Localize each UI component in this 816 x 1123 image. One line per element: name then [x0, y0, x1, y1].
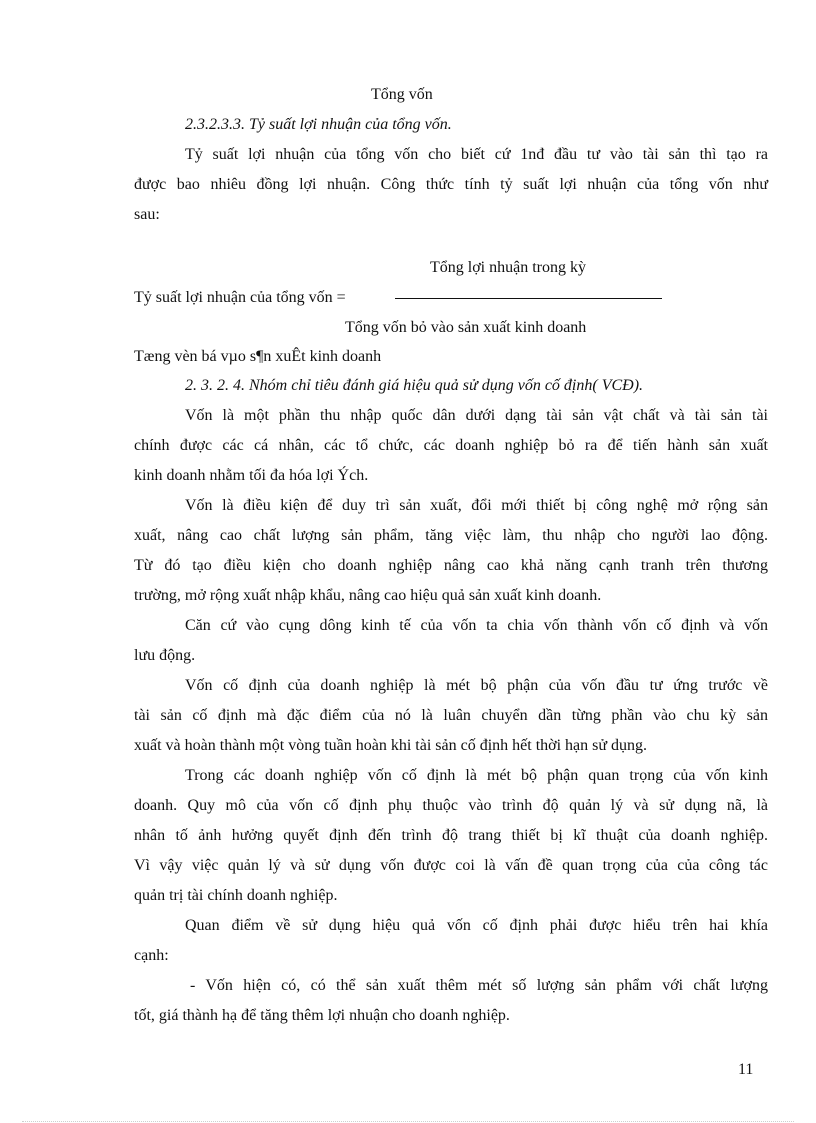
bullet-line: - Vốn hiện có, có thể sản xuất thêm mét số lượng sản phẩm với chất lượng [190, 977, 768, 994]
paragraph-line: Vốn là điều kiện để duy trì sản xuất, đổi mới thiết bị công nghệ mở rộng sản [185, 497, 768, 514]
paragraph-line: tốt, giá thành hạ để tăng thêm lợi nhuận cho doanh nghiệp. [134, 1007, 510, 1024]
paragraph-line: Vốn là một phần thu nhập quốc dân dưới dạng tài sản vật chất và tài sản tài [185, 407, 768, 424]
paragraph-line: xuất và hoàn thành một vòng tuần hoàn khi tài sản cố định hết thời hạn sử dụng. [134, 737, 648, 754]
garbled-text-line: Tæng vèn bá vµo s¶n xuÊt kinh doanh [134, 348, 382, 365]
paragraph-line: tài sản cố định mà đặc điểm của nó là luân chuyển dần từng phần vào chu kỳ sản [134, 707, 768, 724]
paragraph-line: sau: [134, 206, 160, 223]
paragraph-line: quản trị tài chính doanh nghiệp. [134, 887, 338, 904]
formula-numerator-prev: Tổng vốn [371, 86, 433, 103]
page-bottom-rule [22, 1121, 794, 1122]
formula-label: Tỷ suất lợi nhuận của tổng vốn = [134, 289, 346, 306]
section-heading: 2.3.2.3.3. Tỷ suất lợi nhuận của tổng vốn. [185, 116, 452, 133]
paragraph-line: Vốn cố định của doanh nghiệp là mét bộ phận của vốn đầu tư ứng trước về [185, 677, 768, 694]
section-heading: 2. 3. 2. 4. Nhóm chỉ tiêu đánh giá hiệu quả sử dụng vốn cố định( VCĐ). [185, 377, 644, 394]
paragraph-line: kinh doanh nhằm tối đa hóa lợi Ých. [134, 467, 369, 484]
formula-denominator: Tổng vốn bỏ vào sản xuất kinh doanh [345, 319, 587, 336]
paragraph-line: Quan điểm về sử dụng hiệu quả vốn cố định phải được hiểu trên hai khía [185, 917, 768, 934]
paragraph-line: Trong các doanh nghiệp vốn cố định là mét bộ phận quan trọng của vốn kinh [185, 767, 768, 784]
paragraph-line: doanh. Quy mô của vốn cố định phụ thuộc vào trình độ quản lý và sử dụng nã, là [134, 797, 768, 814]
fraction-bar [395, 298, 662, 299]
paragraph-line: chính được các cá nhân, các tổ chức, các doanh nghiệp bỏ ra để tiến hành sản xuất [134, 437, 768, 454]
paragraph-line: Căn cứ vào cụng dông kinh tế của vốn ta chia vốn thành vốn cố định và vốn [185, 617, 768, 634]
paragraph-line: lưu động. [134, 647, 196, 664]
paragraph-line: trường, mở rộng xuất nhập khẩu, nâng cao hiệu quả sản xuất kinh doanh. [134, 587, 602, 604]
paragraph-line: Vì vậy việc quản lý và sử dụng vốn được coi là vấn đề quan trọng của của công tác [134, 857, 768, 874]
paragraph-line: được bao nhiêu đồng lợi nhuận. Công thức tính tỷ suất lợi nhuận của tổng vốn như [134, 176, 768, 193]
page-number: 11 [738, 1061, 754, 1078]
paragraph-line: Từ đó tạo điều kiện cho doanh nghiệp nâng cao khả năng cạnh tranh trên thương [134, 557, 768, 574]
paragraph-line: Tỷ suất lợi nhuận của tổng vốn cho biết cứ 1nđ đầu tư vào tài sản thì tạo ra [185, 146, 768, 163]
paragraph-line: cạnh: [134, 947, 169, 964]
paragraph-line: nhân tố ảnh hưởng quyết định đến trình độ trang thiết bị kĩ thuật của doanh nghiệp. [134, 827, 768, 844]
paragraph-line: xuất, nâng cao chất lượng sản phẩm, tăng việc làm, thu nhập cho người lao động. [134, 527, 768, 544]
formula-numerator: Tổng lợi nhuận trong kỳ [430, 259, 586, 276]
